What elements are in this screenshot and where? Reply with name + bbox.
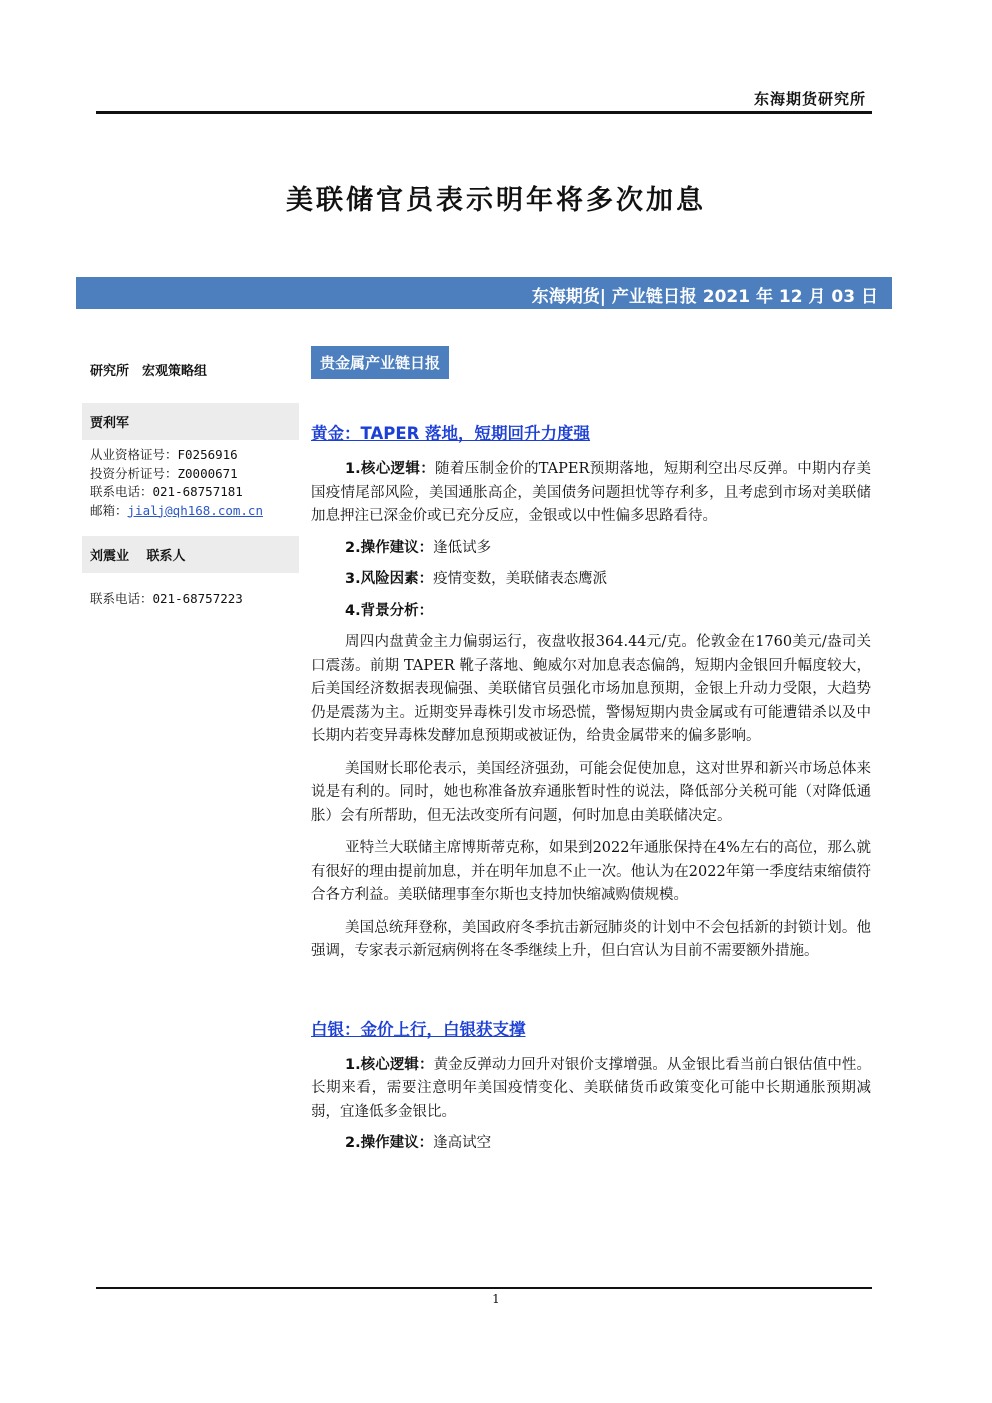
footer-divider	[96, 1287, 872, 1289]
gold-core-text: 随着压制金价的TAPER预期落地，短期利空出尽反弹。中期内存美国疫情尾部风险，美国通胀高企，美国债务问题担忧等存利多，且考虑到市场对美联储加息押注已深金价或已充分反应，金银或以中性偏多思路看待。	[311, 461, 871, 524]
gold-paragraph: 美国财长耶伦表示，美国经济强劲，可能会促使加息，这对世界和新兴市场总体来说是有利的。同时，她也称准备放弃通胀暂时性的说法，降低部分关税可能（对降低通胀）会有所帮助，但无法改变所有问题，何时加息由美联储决定。	[311, 760, 871, 824]
silver-core-text: 黄金反弹动力回升对银价支撑增强。从金银比看当前白银估值中性。长期来看，需要注意明年美国疫情变化、美联储货币政策变化可能中长期通胀预期减弱，宜逢低多金银比。	[311, 1056, 871, 1120]
gold-op-text: 逢低试多	[433, 539, 492, 556]
analyst-email-row	[90, 502, 291, 521]
silver-op-text: 逢高试空	[433, 1135, 492, 1151]
silver-section-title[interactable]: 白银：金价上行，白银获支撑	[311, 1019, 526, 1039]
section-tag: 贵金属产业链日报	[311, 346, 449, 379]
banner-text: 东海期货| 产业链日报 2021 年 12 月 03 日	[531, 287, 878, 307]
contact-name: 刘震业 联系人	[82, 536, 299, 573]
silver-core-logic	[311, 1054, 871, 1125]
email-label: 邮箱：	[90, 502, 128, 518]
gold-core-logic	[311, 458, 871, 529]
page-number: 1	[492, 1292, 500, 1306]
main-content	[311, 346, 871, 1156]
analyst-invest-cert: 投资分析证号：Z0000671	[90, 465, 238, 481]
gold-section-title[interactable]: 黄金：TAPER 落地，短期回升力度强	[311, 424, 591, 443]
sidebar	[82, 350, 299, 607]
header-divider	[96, 111, 872, 114]
header-org: 东海期货研究所	[753, 90, 866, 108]
gold-bg-label: 4.背景分析：	[345, 602, 434, 619]
gold-op-label: 2.操作建议：	[345, 539, 434, 556]
analyst-info	[82, 440, 299, 520]
gold-paragraph: 美国总统拜登称，美国政府冬季抗击新冠肺炎的计划中不会包括新的封锁计划。他强调，专家表示新冠病例将在冬季继续上升，但白宫认为目前不需要额外措施。	[311, 919, 871, 959]
gold-paragraph: 亚特兰大联储主席博斯蒂克称，如果到2022年通胀保持在4%左右的高位，那么就有很好的理由提前加息，并在明年加息不止一次。他认为在2022年第一季度结束缩债符合各方利益。美联储理事奎尔斯也支持加快缩减购债规模。	[311, 840, 871, 903]
silver-op-advice	[311, 1132, 871, 1156]
gold-risk-label: 3.风险因素：	[345, 571, 434, 587]
analyst-qualification: 从业资格证号：F0256916	[90, 447, 238, 462]
silver-op-label: 2.操作建议：	[345, 1135, 434, 1151]
gold-op-advice	[311, 537, 871, 561]
silver-core-label: 1.核心逻辑：	[345, 1056, 434, 1073]
report-banner	[76, 277, 892, 309]
page-title: 美联储官员表示明年将多次加息	[286, 185, 706, 216]
analyst-name: 贾利军	[82, 403, 299, 440]
gold-risk	[311, 568, 871, 592]
analyst-phone: 联系电话：021-68757181	[90, 484, 243, 499]
gold-paragraph: 周四内盘黄金主力偏弱运行，夜盘收报364.44元/克。伦敦金在1760美元/盎司关口震荡。前期 TAPER 靴子落地、鲍威尔对加息表态偏鸽，短期内金银回升幅度较大，后美国经济数据表现偏强、美联储官员强化市场加息预期，金银上升动力受限，大趋势仍是震荡为主。近期变异毒株引发市场恐慌，警惕短期内贵金属或有可能遭错杀以及中长期内若变异毒株发酵加息预期或被证伪，给贵金属带来的偏多影响。	[311, 634, 871, 744]
sidebar-dept: 研究所 宏观策略组	[90, 364, 208, 379]
gold-risk-text: 疫情变数，美联储表态鹰派	[433, 571, 608, 587]
gold-bg-heading	[311, 600, 871, 624]
gold-core-label: 1.核心逻辑：	[345, 461, 436, 477]
contact-phone: 联系电话：021-68757223	[90, 591, 243, 606]
email-link[interactable]: jialj@qh168.com.cn	[127, 502, 263, 518]
